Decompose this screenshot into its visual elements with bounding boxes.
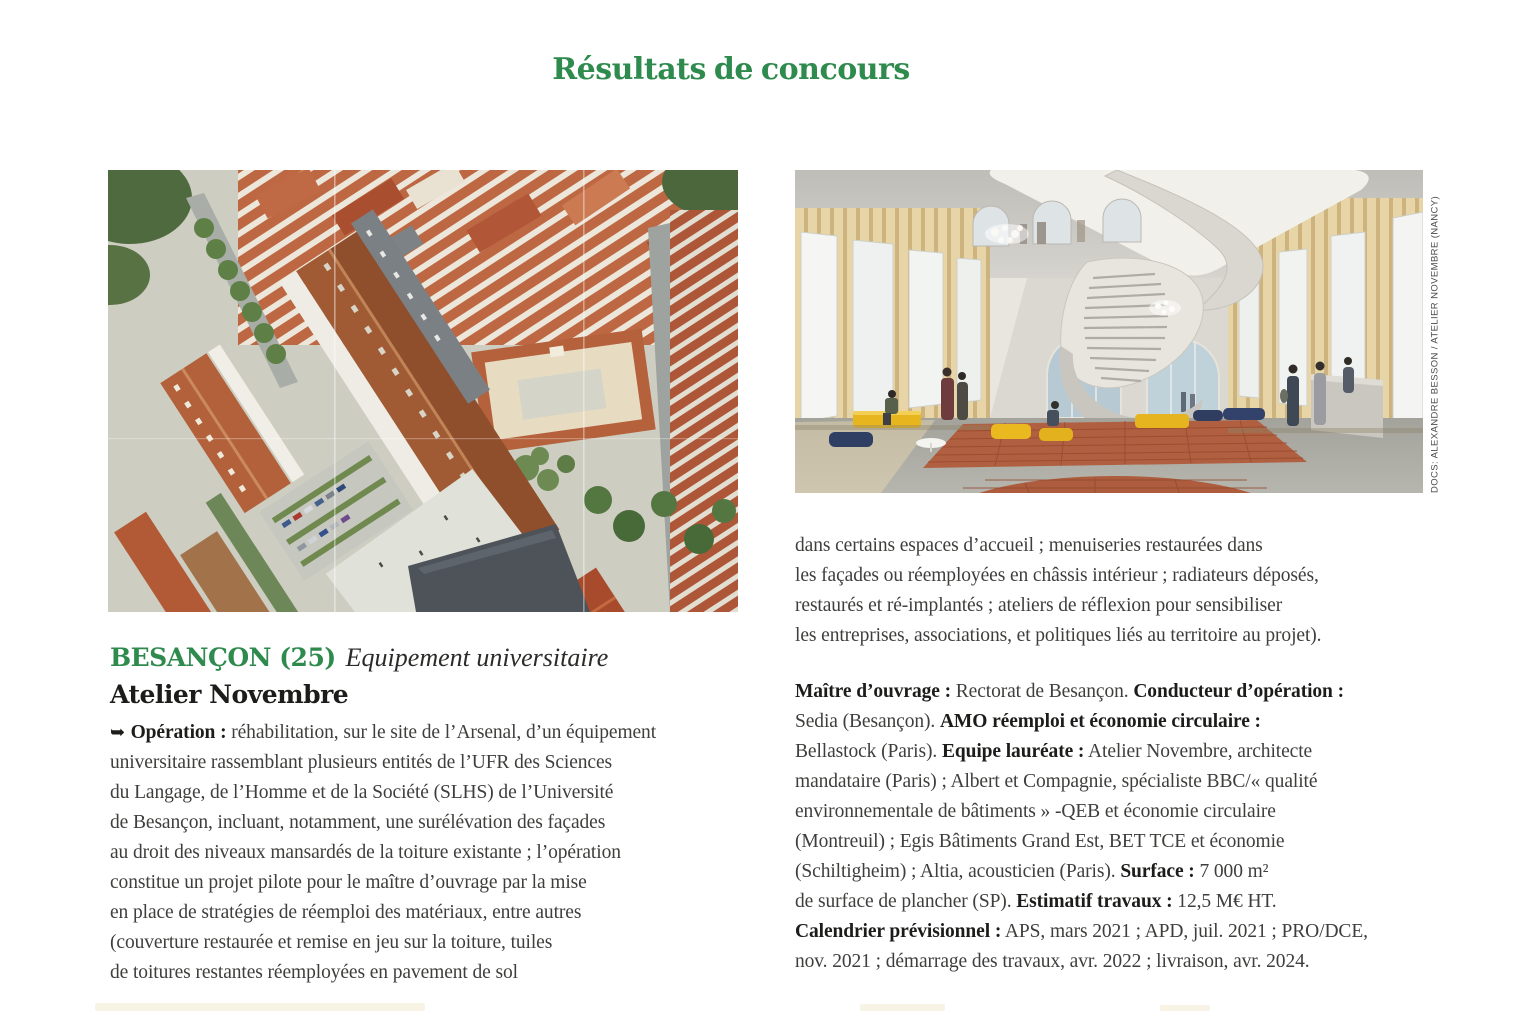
text-line: restaurés et ré-implantés ; ateliers de réflexion pour sensibiliser [795, 595, 1283, 616]
aerial-photo-besancon [108, 170, 738, 612]
text-line: nov. 2021 ; démarrage des travaux, avr. 2022 ; livraison, avr. 2024. [795, 951, 1310, 972]
text-line: de surface de plancher (SP). Estimatif travaux : 12,5 M€ HT. [795, 891, 1277, 912]
text-line: (Montreuil) ; Egis Bâtiments Grand Est, BET TCE et économie [795, 831, 1285, 852]
text-line: de Besançon, incluant, notamment, une surélévation des façades [110, 812, 606, 833]
article-firm: Atelier Novembre [110, 680, 349, 709]
continuation-paragraph [795, 531, 1475, 651]
text-line: Maître d’ouvrage : Rectorat de Besançon. Conducteur d’opération : [795, 681, 1344, 702]
text-line: universitaire rassemblant plusieurs entités de l’UFR des Sciences [110, 752, 613, 773]
photo-credit: DOCS: ALEXANDRE BESSON / ATELIER NOVEMBRE (NANCY) [1429, 195, 1441, 493]
text-line: du Langage, de l’Homme et de la Société (SLHS) de l’Université [110, 782, 614, 803]
operation-paragraph [110, 718, 770, 988]
text-line: ➥ Opération : réhabilitation, sur le site de l’Arsenal, d’un équipement [110, 722, 657, 743]
text-line: de toitures restantes réemployées en pavement de sol [110, 962, 518, 983]
page-edge-fragment [1160, 1005, 1210, 1011]
text-line: environnementale de bâtiments » -QEB et économie circulaire [795, 801, 1276, 822]
article-location: BESANÇON (25) [110, 643, 336, 672]
text-line: Sedia (Besançon). AMO réemploi et économie circulaire : [795, 711, 1261, 732]
text-line: (couverture restaurée et remise en jeu sur la toiture, tuiles [110, 932, 553, 953]
article-program: Equipement universitaire [345, 643, 609, 672]
project-details-paragraph [795, 677, 1475, 977]
text-line: Calendrier prévisionnel : APS, mars 2021 ; APD, juil. 2021 ; PRO/DCE, [795, 921, 1368, 942]
interior-render-photo [795, 170, 1423, 493]
text-line: (Schiltigheim) ; Altia, acousticien (Paris). Surface : 7 000 m² [795, 861, 1269, 882]
text-line: dans certains espaces d’accueil ; menuiseries restaurées dans [795, 535, 1263, 556]
text-line: Bellastock (Paris). Equipe lauréate : Atelier Novembre, architecte [795, 741, 1313, 762]
text-line: constitue un projet pilote pour le maître d’ouvrage par la mise [110, 872, 587, 893]
text-line: les entreprises, associations, et politiques liés au territoire au projet). [795, 625, 1322, 646]
interior-render-illustration [795, 170, 1423, 493]
text-line: les façades ou réemployées en châssis intérieur ; radiateurs déposés, [795, 565, 1319, 586]
text-line: mandataire (Paris) ; Albert et Compagnie, spécialiste BBC/« qualité [795, 771, 1318, 792]
page-title: Résultats de concours [552, 52, 910, 87]
aerial-photo-illustration [108, 170, 738, 612]
text-line: au droit des niveaux mansardés de la toiture existante ; l’opération [110, 842, 621, 863]
article-left-column [110, 641, 770, 988]
article-heading [110, 641, 770, 679]
text-line: en place de stratégies de réemploi des matériaux, entre autres [110, 902, 582, 923]
